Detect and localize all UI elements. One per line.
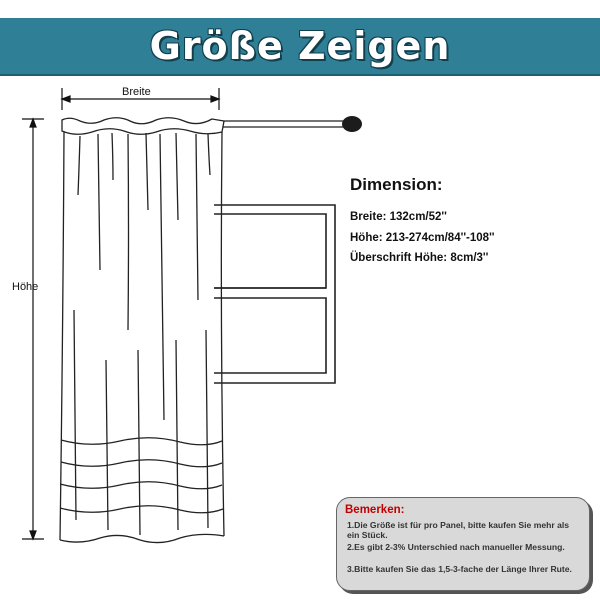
curtain-rod bbox=[214, 116, 362, 132]
curtain-panel bbox=[60, 118, 224, 543]
dimension-height: Höhe: 213-274cm/84''-108'' bbox=[350, 232, 495, 244]
width-label: Breite bbox=[122, 86, 151, 98]
height-label: Höhe bbox=[12, 281, 39, 293]
notes-box bbox=[336, 497, 590, 591]
height-dimension-line bbox=[22, 119, 44, 539]
note-item: 1.Die Größe ist für pro Panel, bitte kaufen Sie mehr als ein Stück. bbox=[347, 520, 570, 540]
window-frame bbox=[214, 205, 335, 383]
note-item: 3.Bitte kaufen Sie das 1,5-3-fache der Länge Ihrer Rute. bbox=[347, 564, 572, 574]
dimension-width: Breite: 132cm/52'' bbox=[350, 211, 447, 223]
dimension-title: Dimension: bbox=[350, 175, 443, 194]
notes-title: Bemerken: bbox=[345, 504, 405, 516]
note-item: 2.Es gibt 2-3% Unterschied nach manueller Messung. bbox=[347, 542, 565, 552]
page-title: Größe Zeigen bbox=[149, 24, 451, 68]
dimension-header-height: Überschrift Höhe: 8cm/3'' bbox=[350, 252, 489, 264]
